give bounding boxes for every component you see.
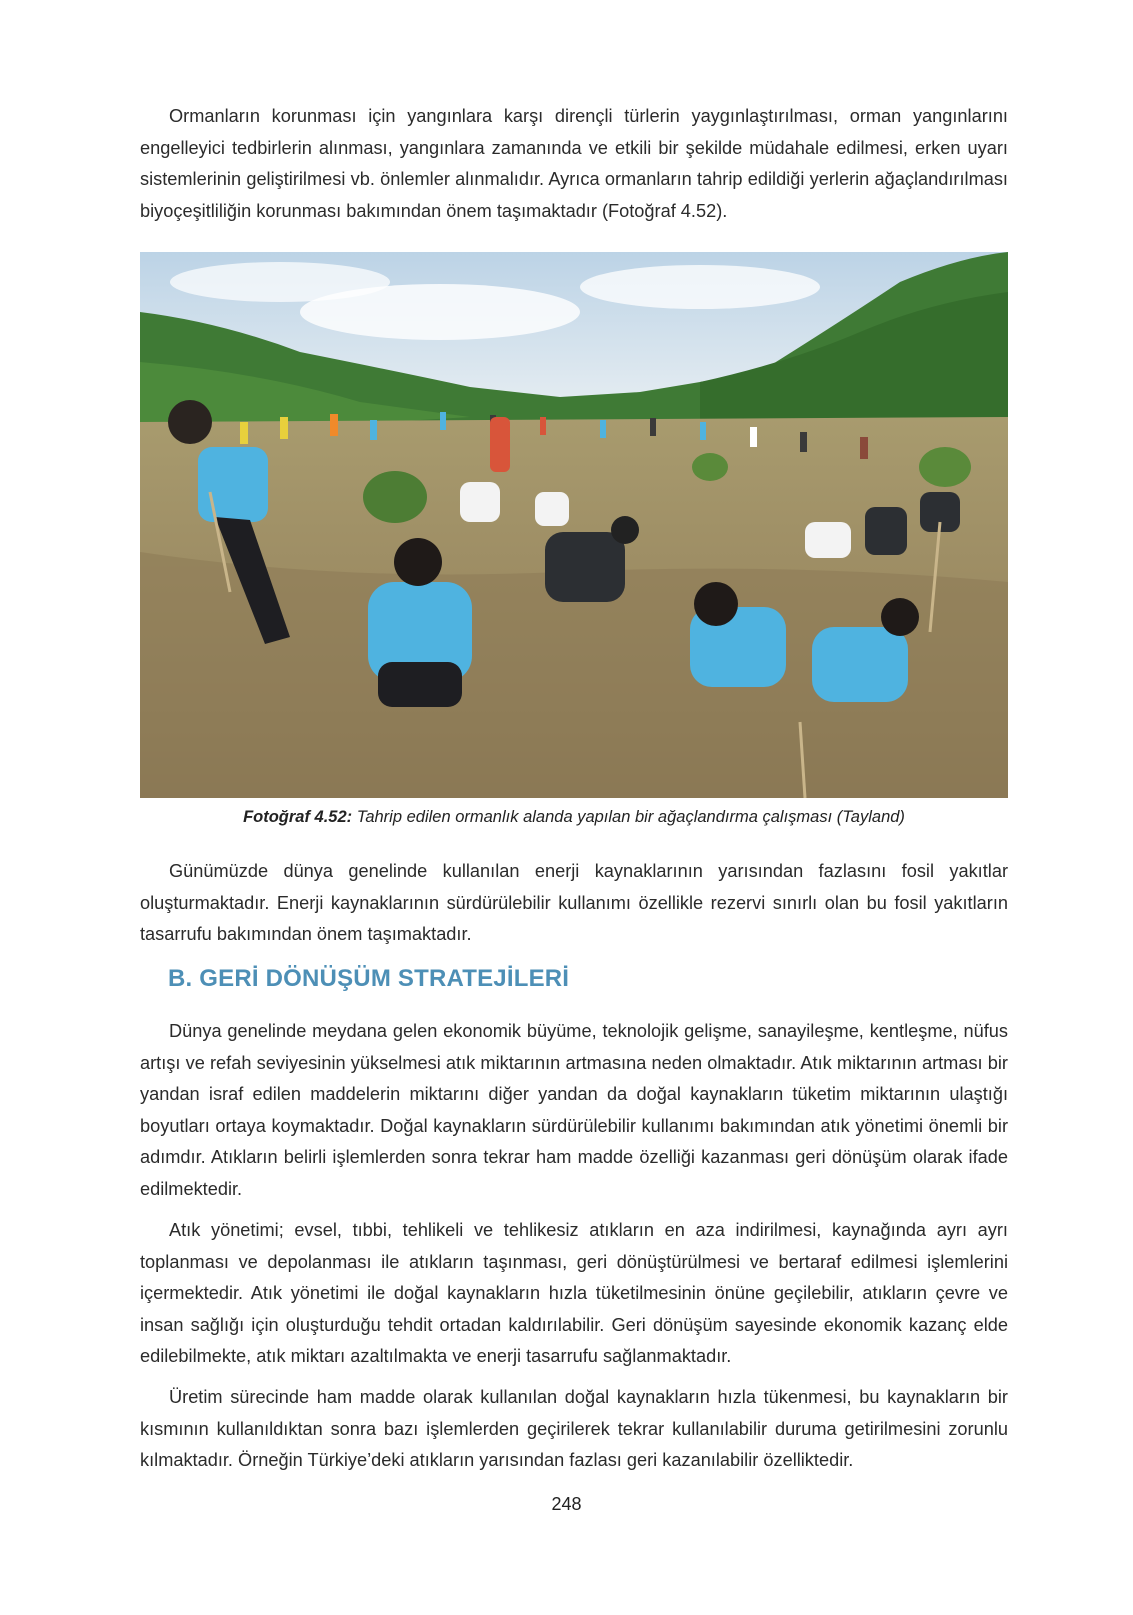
caption-label: Fotoğraf 4.52:: [243, 808, 353, 826]
paragraph-energy: Günümüzde dünya genelinde kullanılan enerji kaynaklarının yarısından fazlasını fosil yakıtlar oluşturmaktadır. Enerji kaynaklarının sürdürülebilir kullanımı özellikle rezervi sınırlı olan bu fosil yakıtların tasarrufu bakımından önem taşımaktadır.: [140, 861, 1008, 944]
paragraph-raw-materials: Üretim sürecinde ham madde olarak kullanılan doğal kaynakların hızla tükenmesi, bu kaynakların bir kısmının kullanıldıktan sonra bazı işlemlerden geçirilerek tekrar kullanılabilir duruma getirilmesini zorunlu kılmaktadır. Örneğin Türkiye’deki atıkların yarısından fazlası geri kazanılabilir özelliktedir.: [140, 1387, 1008, 1470]
section-heading: B. GERİ DÖNÜŞÜM STRATEJİLERİ: [168, 965, 570, 992]
cloud: [170, 262, 390, 302]
page-number: 248: [551, 1494, 582, 1514]
cloud: [580, 265, 820, 309]
paragraph-waste-management: Atık yönetimi; evsel, tıbbi, tehlikeli ve tehlikesiz atıkların en aza indirilmesi, kaynağında ayrı ayrı toplanması ve depolanması ile atıkların taşınması, geri dönüştürülmesi ve bertaraf edilmesi işlemlerini içermektedir. Atık yönetimi ile doğal kaynakların hızla tüketilmesinin önüne geçilebilir, atıkların çevre ve insan sağlığı için oluşturduğu tehdit ortadan kaldırılabilir. Geri dönüşüm sayesinde ekonomik kazanç elde edilebilmekte, atık miktarı azaltılmakta ve enerji tasarrufu sağlanmaktadır.: [140, 1220, 1008, 1366]
caption-text: Tahrip edilen ormanlık alanda yapılan bir ağaçlandırma çalışması (Tayland): [352, 808, 905, 826]
tree-planting-photo: [140, 252, 1008, 798]
paragraph-forest-protection: Ormanların korunması için yangınlara karşı dirençli türlerin yaygınlaştırılması, orman yangınlarını engelleyici tedbirlerin alınması, yangınlara zamanında ve etkili bir şekilde müdahale edilmesi, erken uyarı sistemlerinin geliştirilmesi vb. önlemler alınmalıdır. Ayrıca ormanların tahrip edildiği yerlerin ağaçlandırılması biyoçeşitliliğin korunması bakımından önem taşımaktadır (Fotoğraf 4.52).: [140, 106, 1008, 221]
photo-caption: [140, 808, 1008, 827]
paragraph-waste-growth: Dünya genelinde meydana gelen ekonomik büyüme, teknolojik gelişme, sanayileşme, kentleşme, nüfus artışı ve refah seviyesinin yükselmesi atık miktarının artmasına neden olmaktadır. Atık miktarının artması bir yandan israf edilen maddelerin miktarını diğer yandan da doğal kaynakların tüketim miktarının ulaştığı boyutları ortaya koymaktadır. Doğal kaynakların sürdürülebilir kullanımı bakımından atık yönetimi önemli bir adımdır. Atıkların belirli işlemlerden sonra tekrar ham madde özelliği kazanması geri dönüşüm olarak ifade edilmektedir.: [140, 1021, 1008, 1199]
